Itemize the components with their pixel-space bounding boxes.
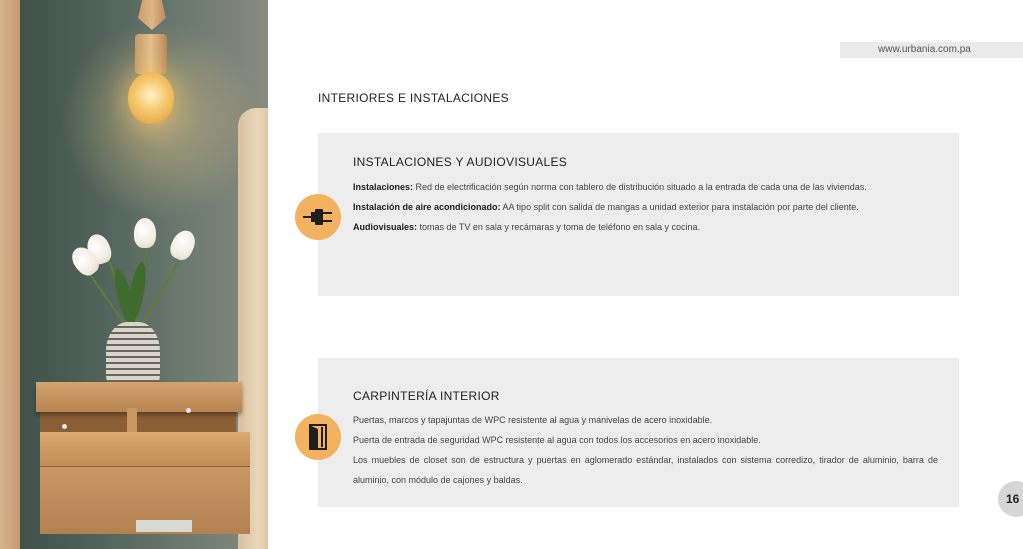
tulip-flower: [134, 218, 156, 248]
wall-fixture: [186, 408, 191, 413]
door-icon: [295, 414, 341, 460]
wall-fixture: [62, 424, 67, 429]
item-text: tomas de TV en sala y recámaras y toma de teléfono en sala y cocina.: [417, 222, 700, 232]
page-number: 16: [998, 481, 1023, 517]
nightstand-drawer-top: [40, 432, 250, 468]
list-item: Los muebles de closet son de estructura y puertas en aglomerado estándar, instalados con sistema corredizo, tirador de aluminio, barra de aluminio, con módulo de cajones y baldas.: [353, 455, 938, 485]
bedroom-photo: [0, 0, 268, 549]
drawer-handle: [136, 520, 192, 532]
item-text: Red de electrificación según norma con tablero de distribución situado a la entrada de cada una de las viviendas.: [413, 182, 867, 192]
lamp-socket: [135, 34, 167, 74]
website-url: www.urbania.com.pa: [840, 42, 1023, 58]
list-item: Puertas, marcos y tapajuntas de WPC resistente al agua y manivelas de acero inoxidable.: [353, 415, 713, 425]
carpentry-card: [318, 358, 959, 507]
carpentry-list: [353, 410, 938, 490]
installations-title: INSTALACIONES Y AUDIOVISUALES: [353, 155, 568, 169]
nightstand-shelf: [36, 382, 242, 412]
item-text: AA tipo split con salida de mangas a unidad exterior para instalación por parte del cliente.: [500, 202, 859, 212]
installations-card: [318, 133, 959, 296]
item-label: Instalaciones:: [353, 182, 414, 192]
list-item: [353, 217, 938, 237]
item-label: Instalación de aire acondicionado:: [353, 202, 501, 212]
section-title: INTERIORES E INSTALACIONES: [318, 91, 509, 105]
window-frame: [0, 0, 20, 549]
list-item: [353, 177, 938, 197]
item-label: Audiovisuales:: [353, 222, 418, 232]
carpentry-title: CARPINTERÍA INTERIOR: [353, 389, 500, 403]
tulip-flower: [167, 227, 200, 263]
list-item: Puerta de entrada de seguridad WPC resistente al agua con todos los accesorios en acero inoxidable.: [353, 435, 761, 445]
light-bulb: [128, 72, 174, 124]
plug-icon: [295, 194, 341, 240]
list-item: [353, 197, 938, 217]
installations-list: [353, 177, 938, 237]
